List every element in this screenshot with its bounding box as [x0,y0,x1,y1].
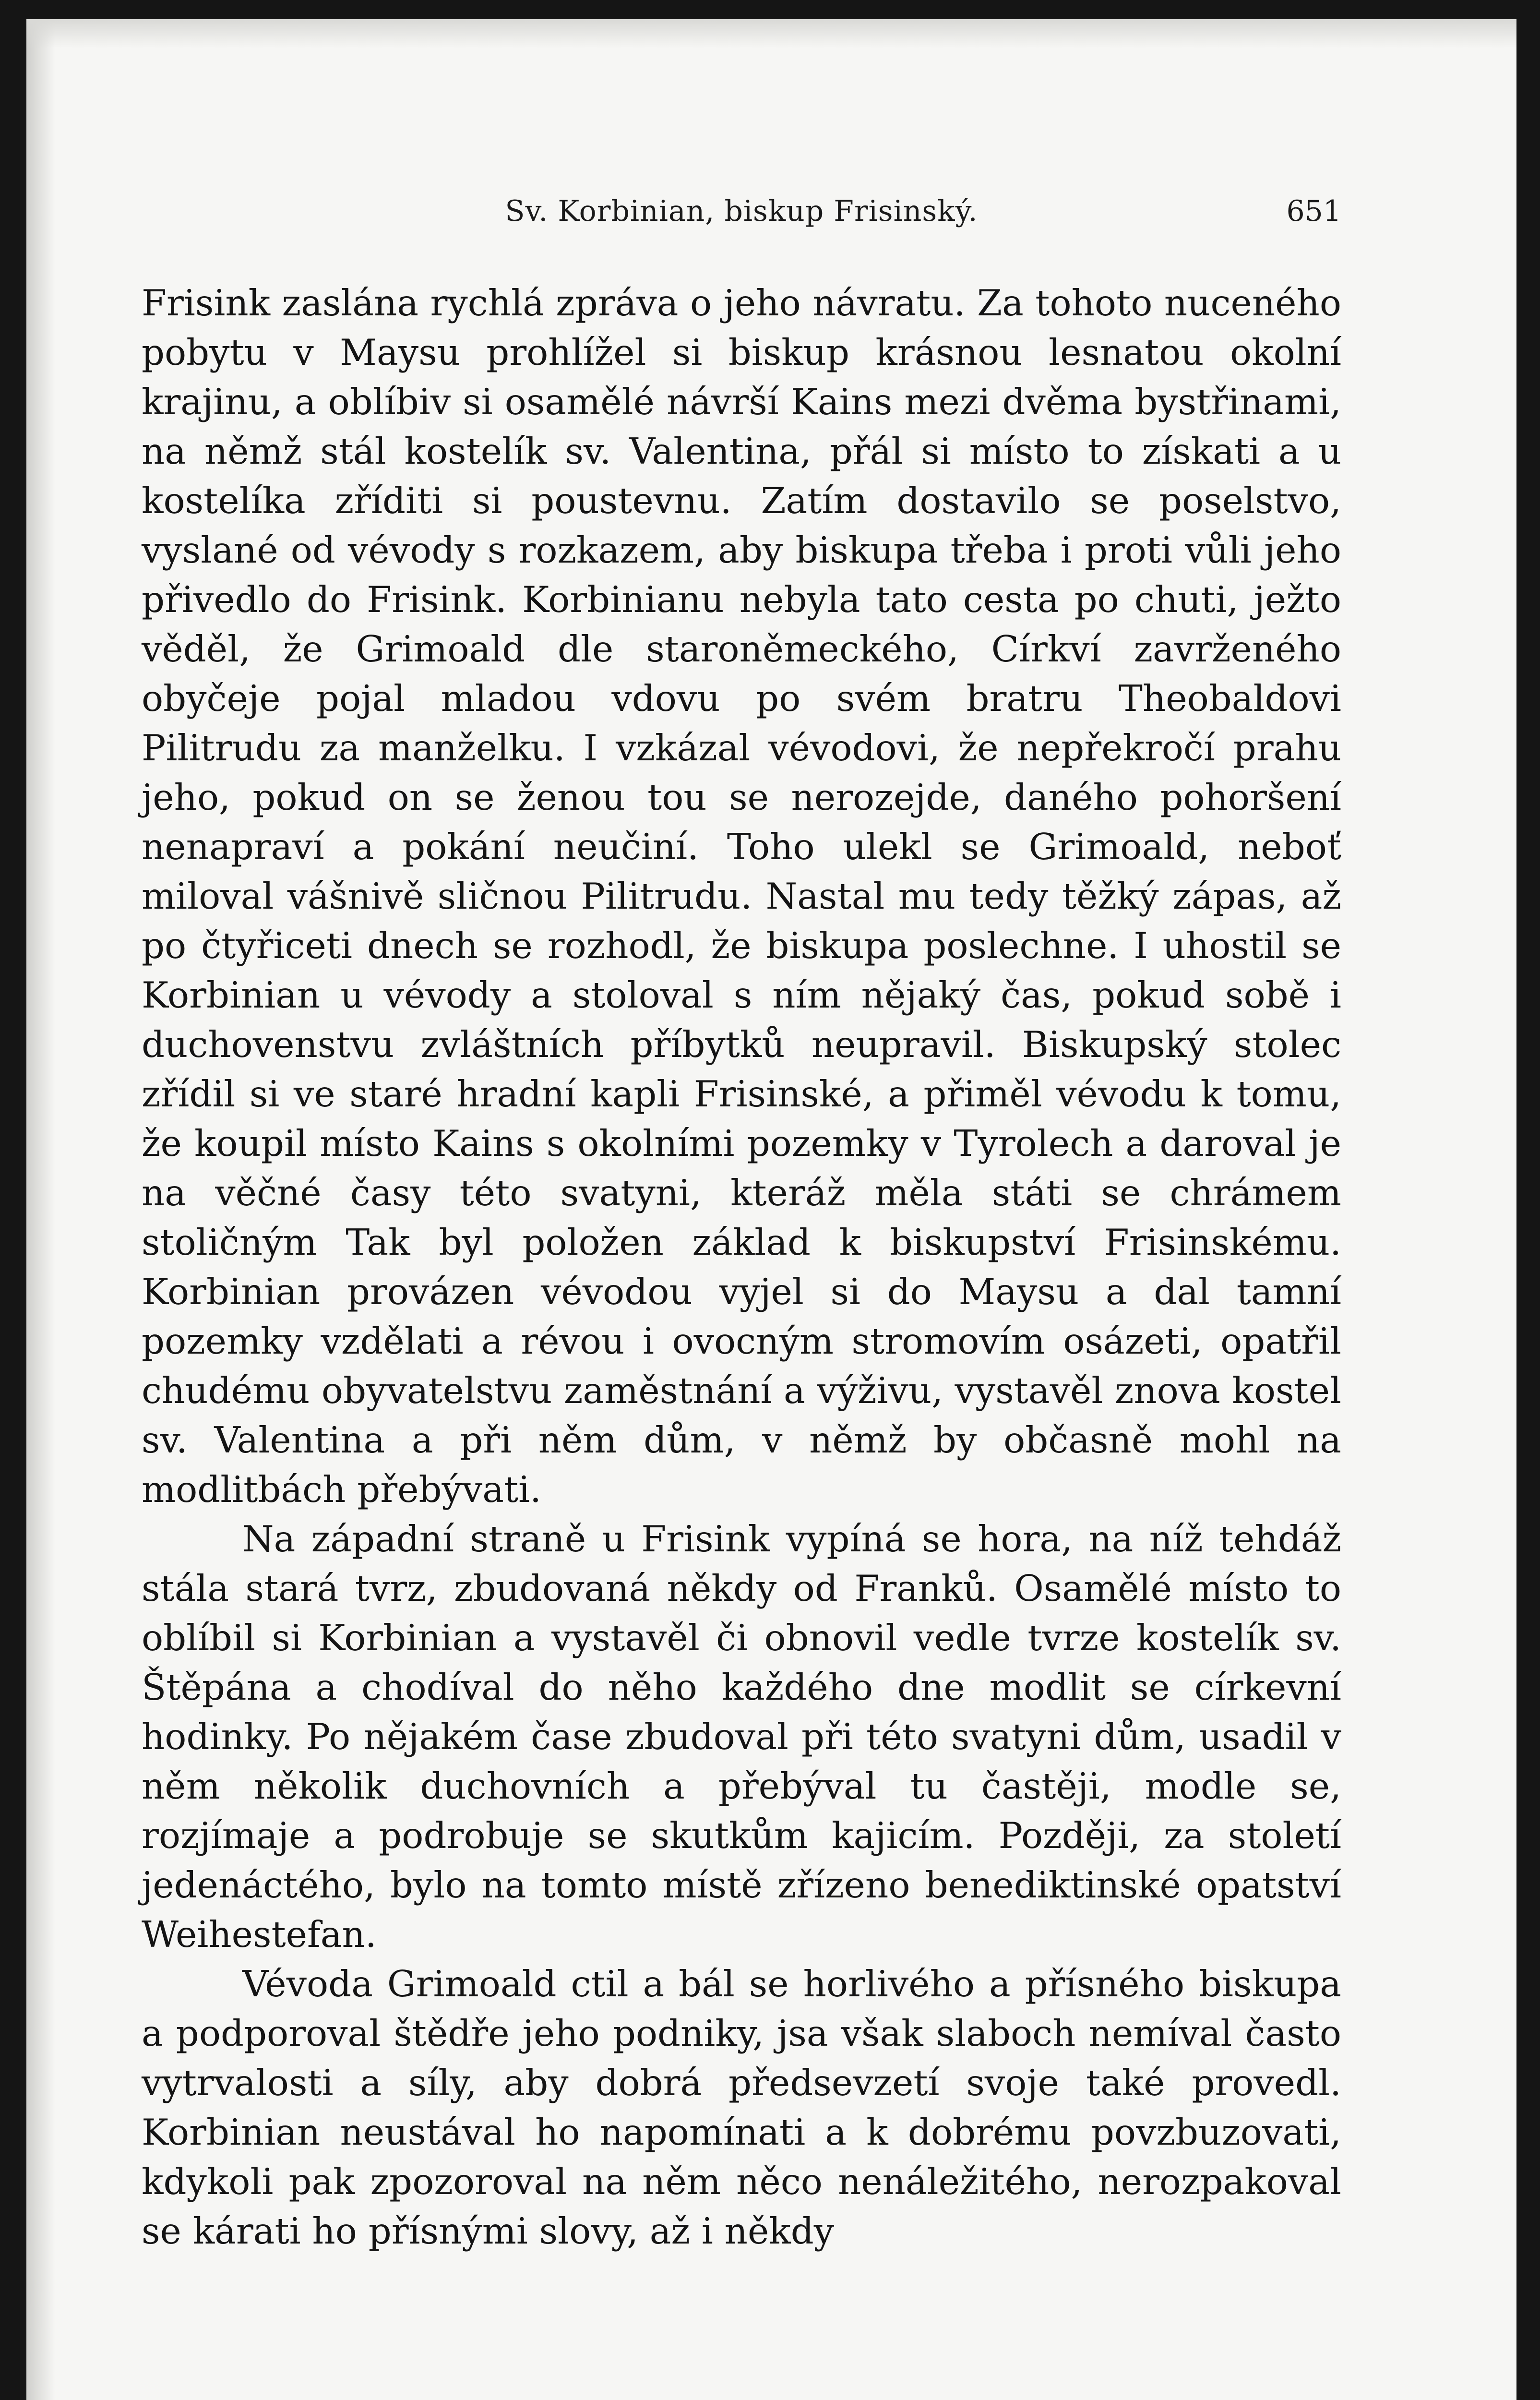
paragraph: Vévoda Grimoald ctil a bál se horlivého a přísného biskupa a podporoval štědře jeho podniky, jsa však slaboch nemíval často vytrvalosti a síly, aby dobrá předsevzetí svoje také provedl. Korbinian neustával ho napomínati a k dobrému povzbuzovati, kdykoli pak zpozoroval na něm něco nenáležitého, nerozpakoval se kárati ho přísnými slovy, až i někdy [142,1963,1341,2252]
book-page [26,19,1516,2400]
page-edge-shadow-left [26,19,55,2400]
paragraph-continued: Frisink zaslána rychlá zpráva o jeho návratu. Za tohoto nuceného pobytu v Maysu prohlížel si biskup krásnou lesnatou okolní krajinu, a oblíbiv si osamělé návrší Kains mezi dvěma bystřinami, na němž stál kostelík sv. Valentina, přál si místo to získati a u kostelíka zříditi si poustevnu. Zatím dostavilo se poselstvo, vyslané od vévody s rozkazem, aby biskupa třeba i proti vůli jeho přivedlo do Frisink. Korbinianu nebyla tato cesta po chuti, ježto věděl, že Grimoald dle staroněmeckého, Církví zavrženého obyčeje pojal mladou vdovu po svém bratru Theobaldovi Pilitrudu za manželku. I vzkázal vévodovi, že nepřekročí prahu jeho, pokud on se ženou tou se nerozejde, daného pohoršení nenapraví a pokání neučiní. Toho ulekl se Grimoald, neboť miloval vášnivě sličnou Pilitrudu. Nastal mu tedy těžký zápas, až po čtyřiceti dnech se rozhodl, že biskupa poslechne. I uhostil se Korbinian u vévody a stoloval s ním nějaký čas, pokud sobě i duchovenstvu zvláštních příbytků neupravil. Biskupský stolec zřídil si ve staré hradní kapli Frisinské, a přiměl vévodu k tomu, že koupil místo Kains s okolními pozemky v Tyrolech a daroval je na věčné časy této svatyni, kteráž měla státi se chrámem stoličným Tak byl položen základ k biskupství Frisinskému. Korbinian provázen vévodou vyjel si do Maysu a dal tamní pozemky vzdělati a révou i ovocným stromovím osázeti, opatřil chudému obyvatelstvu zaměstnání a výživu, vystavěl znova kostel sv. Valentina a při něm dům, v němž by občasně mohl na modlitbách přebývati. [142,282,1341,1511]
page-header [142,190,1341,242]
page-edge-shadow-top [26,19,1516,48]
body-text [142,278,1341,2256]
page-number: 651 [1286,194,1341,228]
running-title: Sv. Korbinian, biskup Frisinský. [505,194,978,228]
paragraph: Na západní straně u Frisink vypíná se hora, na níž tehdáž stála stará tvrz, zbudovaná někdy od Franků. Osamělé místo to oblíbil si Korbinian a vystavěl či obnovil vedle tvrze kostelík sv. Štěpána a chodíval do něho každého dne modlit se církevní hodinky. Po nějakém čase zbudoval při této svatyni dům, usadil v něm několik duchovních a přebýval tu častěji, modle se, rozjímaje a podrobuje se skutkům kajicím. Později, za století jedenáctého, bylo na tomto místě zřízeno benediktinské opatství Weihestefan. [142,1518,1341,1956]
